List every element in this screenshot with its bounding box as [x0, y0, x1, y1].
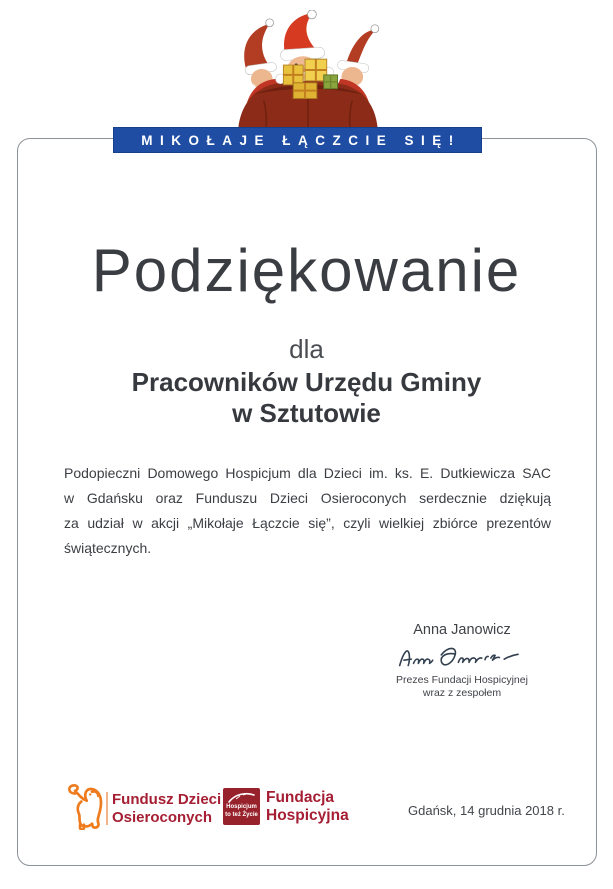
body-line: w Gdańsku oraz Funduszu Dzieci Osieroconych serdecznie dziękują	[64, 490, 551, 506]
signature-scribble-icon	[394, 641, 528, 673]
hospicjum-badge-text	[223, 804, 260, 819]
hospicjum-badge-icon	[223, 788, 260, 825]
santa-illustration	[222, 10, 394, 130]
fdo-line1: Fundusz Dzieci	[112, 791, 222, 808]
recipient-line1: Pracowników Urzędu Gminy	[131, 367, 482, 397]
body-line: za udział w akcji „Mikołaje Łączcie się”, czyli wielkiej zbiórce prezentów	[64, 515, 551, 531]
fh-line1: Fundacja	[266, 789, 335, 806]
recipient-name	[0, 367, 613, 429]
badge-line1: Hospicjum	[226, 804, 257, 810]
signer-role-line1: Prezes Fundacji Hospicyjnej	[396, 674, 528, 686]
campaign-banner-label: MIKOŁAJE ŁĄCZCIE SIĘ!	[141, 132, 461, 148]
signer-role-line2: wraz z zespołem	[422, 687, 502, 699]
signer-role	[380, 674, 544, 700]
fh-line2: Hospicyjna	[266, 807, 349, 824]
campaign-banner	[113, 127, 482, 153]
elephant-icon	[64, 782, 104, 830]
body-line: Podopieczni Domowego Hospicjum dla Dzieci im. ks. E. Dutkiewicza SAC	[64, 465, 551, 481]
badge-line2: to też Życie	[225, 811, 258, 818]
signer-name: Anna Janowicz	[413, 622, 511, 638]
body-line: świątecznych.	[64, 540, 152, 556]
logo-divider	[106, 792, 108, 825]
body-paragraph	[64, 461, 551, 561]
page-title: Podziękowanie	[91, 237, 522, 304]
fundacja-hospicyjna-logo-text	[266, 789, 349, 825]
fundusz-dzieci-osieroconych-logo-text	[112, 791, 221, 826]
place-and-date: Gdańsk, 14 grudnia 2018 r.	[408, 803, 565, 818]
fdo-line2: Osieroconych	[112, 808, 213, 826]
recipient-line2: w Sztutowie	[232, 398, 381, 428]
dedication-preposition: dla	[289, 334, 324, 364]
